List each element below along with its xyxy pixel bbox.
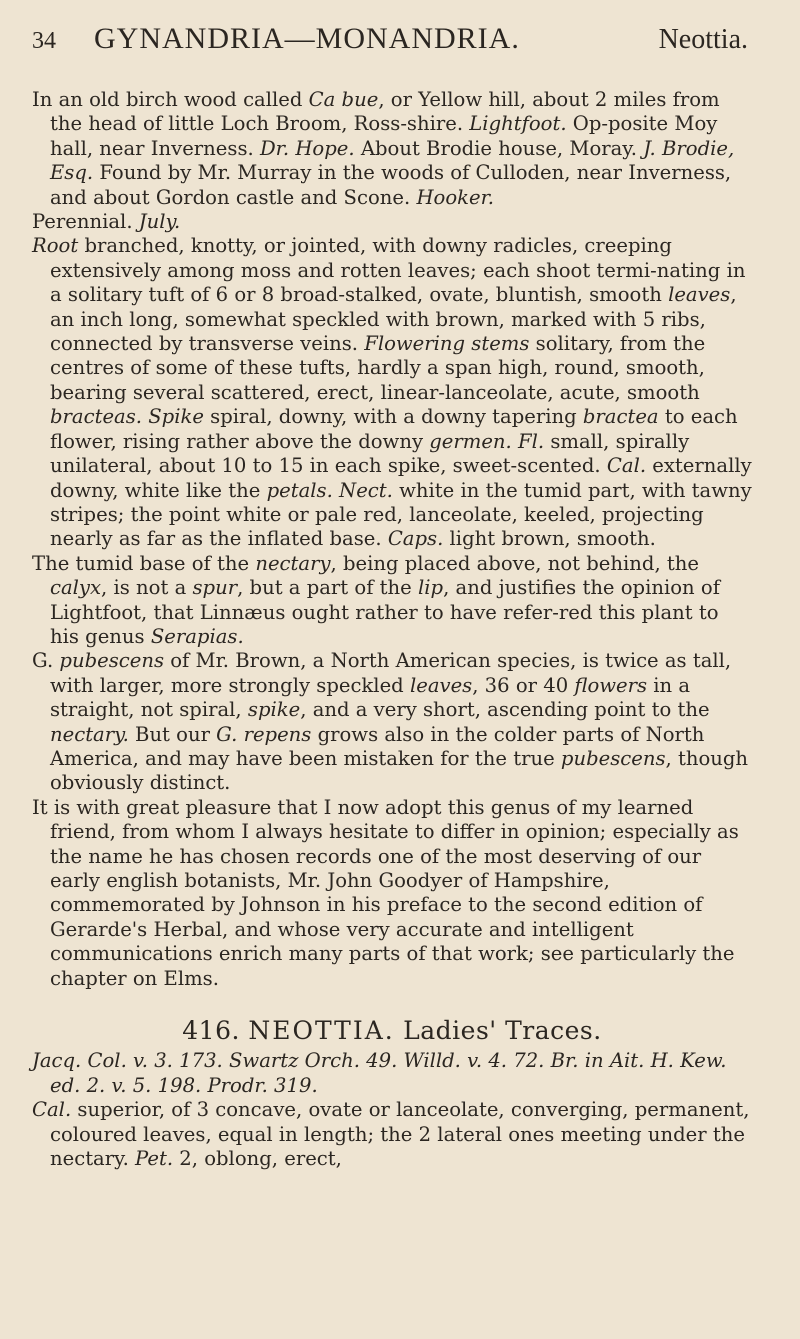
text-run: About Brodie house, Moray. [354,136,644,160]
paragraphs-before [32,88,752,991]
paragraphs-after [32,1049,752,1171]
text-run: grows also in the colder parts of North America, and may have been mistaken for the true [50,722,705,770]
header-genus: Neottia. [658,24,748,55]
italic-text: Nect. [339,478,393,502]
header-title: GYNANDRIA—MONANDRIA. [94,22,520,55]
text-run: The tumid base of the [32,551,256,575]
section-number: 416. [182,1016,240,1046]
italic-text: Cal. [32,1098,72,1122]
text-run: , 36 or 40 [472,673,575,697]
italic-text: flowers [574,673,648,697]
italic-text: Hooker. [416,185,495,209]
text-run: , but a part of the [237,576,418,600]
italic-text: calyx [50,576,102,600]
italic-text: Flowering stems [364,332,530,356]
italic-text: Fl. [518,429,545,453]
text-run: white in the tumid part, with tawny stripes; the point white or pale red, lanceolate, keeled, projecting nearly as far as the inflated base. [50,478,752,551]
text-run: G. [32,649,60,673]
italic-text: leaves [668,283,731,307]
italic-text: bracteas. [50,405,142,429]
text-run: In an old birch wood called [32,88,309,111]
italic-text: spur [192,576,238,600]
text-run: , an inch long, somewhat speckled with brown, marked with 5 ribs, connected by transverse veins. [50,283,737,356]
text-run: , and a very short, ascending point to the [300,698,710,722]
italic-text: Jacq. Col. v. 3. 173. Swartz Orch. 49. Willd. v. 4. 72. Br. in Ait. H. Kew. ed. 2. v. 5. 198. Prodr. 319. [32,1049,727,1097]
text-run: , is not a [101,576,193,600]
italic-text: nectary [255,551,331,575]
text-run: , and justifies the opinion of Lightfoot, that Linnæus ought rather to have refer-red this plant to his genus [50,576,720,648]
italic-text: Serapias. [150,624,244,648]
text-run: spiral, downy, with a downy tapering [203,405,583,429]
italic-text: spike [247,698,301,722]
section-heading [32,1016,752,1046]
italic-text: Caps. [387,527,444,551]
italic-text: Spike [148,405,204,429]
paragraph [32,88,752,210]
text-run: Perennial. [32,210,139,234]
text-run: of Mr. Brown, a North American species, is twice as tall, with larger, more strongly speckled [50,649,732,697]
text-run: , or Yellow hill, about 2 miles from the head of little Loch Broom, Ross-shire. [50,88,720,136]
text-run: small, spirally unilateral, about 10 to 15 in each spike, sweet-scented. [50,429,690,478]
paragraph [32,210,752,234]
text-run: superior, of 3 concave, ovate or lanceolate, converging, permanent, coloured leaves, equal in length; the 2 lateral ones meeting under the nectary. [50,1098,750,1171]
italic-text: Ca bue [308,88,379,111]
italic-text: Dr. Hope. [259,136,355,160]
italic-text: bractea [582,405,659,429]
text-run: Found by Mr. Murray in the woods of Culloden, near Inverness, and about Gordon castle and Scone. [50,161,732,209]
paragraph [32,234,752,551]
paragraph [32,796,752,991]
running-header [32,20,748,60]
italic-text: pubescens [59,649,165,673]
text-run: branched, knotty, or jointed, with downy radicles, creeping extensively among moss and rotten leaves; each shoot termi-nating in a solitary tuft of 6 or 8 broad-stalked, ovate, bluntish, smooth [50,234,746,307]
italic-text: germen. [429,429,512,453]
italic-text: nectary. [50,722,129,746]
text-run: light brown, smooth. [443,527,656,551]
paragraph [32,552,752,650]
italic-text: Pet. [135,1147,174,1171]
page-number: 34 [32,28,56,54]
italic-text: Root [32,234,79,258]
text-run: , though obviously distinct. [50,746,749,795]
section-genus: NEOTTIA. [248,1016,395,1046]
page-body [32,88,752,1171]
italic-text: July. [138,210,181,234]
italic-text: lip [418,576,444,600]
italic-text: leaves [409,673,473,697]
italic-text: Cal. [606,454,647,478]
paragraph [32,1098,752,1171]
italic-text: G. repens [216,722,312,746]
italic-text: J. Brodie, Esq. [50,136,735,185]
text-run: in a straight, not spiral, [50,673,691,722]
paragraph [32,1049,752,1098]
text-run: But our [128,722,217,746]
text-run: , being placed above, not behind, the [330,551,699,575]
text-run: 2, oblong, erect, [173,1147,342,1171]
text-run: Op-posite Moy hall, near Inverness. [50,112,718,160]
text-run: It is with great pleasure that I now adopt this genus of my learned friend, from whom I always hesitate to differ in opinion; especially as the name he has chosen records one of the most deserving of our early english botanists, Mr. John Goodyer of Hampshire, commemorated by Johnson in his preface to the second edition of Gerarde's Herbal, and whose very accurate and intelligent communications enrich many parts of that work; see particularly the chapter on Elms. [32,795,739,990]
paragraph [32,649,752,795]
italic-text: Lightfoot. [469,112,567,136]
italic-text: pubescens [560,746,666,770]
section-common-name: Ladies' Traces. [403,1016,602,1046]
text-run: to each flower, rising rather above the downy [50,405,738,453]
italic-text: petals. [266,478,333,502]
text-run: externally downy, white like the [50,454,752,502]
text-run: solitary, from the centres of some of these tufts, hardly a span high, round, smooth, bearing several scattered, erect, linear-lanceolate, acute, smooth [50,332,706,404]
